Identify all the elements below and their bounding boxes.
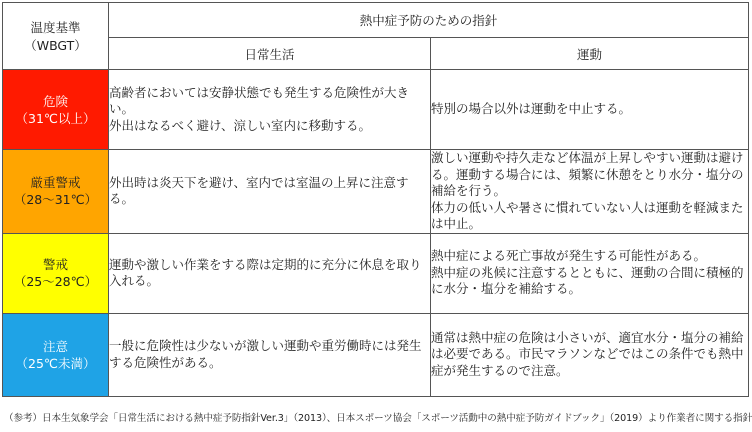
daily-danger-line2: 外出はなるべく避け、涼しい室内に移動する。 [109,117,372,133]
wbgt-header-line1: 温度基準 [30,20,81,35]
table-title: 熱中症予防のための指針 [109,3,749,38]
exercise-guideline-caution [431,313,749,396]
exercise-caution-line1: 通常は熱中症の危険は小さいが、適宜水分・塩分の補給は必要である。市民マラソンなどではこの条件でも熱中症が発生するので注意。 [431,329,744,378]
heatstroke-guideline-table [2,2,749,397]
level-severe-warning [3,150,109,234]
level-warning-label: 警戒 [42,257,68,272]
level-caution-range: （25℃未満） [15,355,96,371]
exercise-guideline-severe [431,150,749,234]
exercise-guideline-warning [431,233,749,313]
daily-guideline-warning [109,233,431,313]
table-row-danger [3,70,749,150]
level-danger-range: （31℃以上） [15,110,96,126]
level-severe-range: （28～31℃） [13,192,98,208]
daily-guideline-caution [109,313,431,396]
daily-guideline-danger [109,70,431,150]
daily-guideline-severe [109,150,431,234]
level-warning-range: （25～28℃） [13,274,98,289]
wbgt-header-line2: （WBGT） [24,38,87,53]
daily-severe-line1: 外出時は炎天下を避け、室内では室温の上昇に注意する。 [109,174,409,207]
wbgt-header [3,3,109,70]
exercise-severe-line2: 体力の低い人や暑さに慣れていない人は運動を軽減または中止。 [431,199,744,231]
level-caution-label: 注意 [42,338,68,354]
table-row-severe-warning [3,150,749,234]
daily-warning-line1: 運動や激しい作業をする際は定期的に充分に休息を取り入れる。 [109,256,422,288]
exercise-danger-text: 特別の場合以外は運動を中止する。 [431,101,632,117]
column-header-daily: 日常生活 [109,38,431,70]
exercise-guideline-danger [431,70,749,150]
level-warning [3,233,109,313]
column-header-exercise: 運動 [431,38,749,70]
level-caution [3,313,109,396]
level-severe-label: 厳重警戒 [30,175,81,191]
exercise-severe-line1: 激しい運動や持久走など体温が上昇しやすい運動は避ける。運動する場合には、頻繁に休憩をとり水分・塩分の補給を行う。 [431,150,744,198]
level-danger-label: 危険 [42,93,68,109]
exercise-warning-line1: 熱中症による死亡事故が発生する可能性がある。 [431,248,707,264]
table-row-warning [3,233,749,313]
daily-danger-line1: 高齢者においては安静状態でも発生する危険性が大きい。 [109,84,410,117]
exercise-warning-line2: 熱中症の兆候に注意するとともに、運動の合間に積極的に水分・塩分を補給する。 [431,264,744,297]
daily-caution-line1: 一般に危険性は少ないが激しい運動や重労働時には発生する危険性がある。 [109,338,422,370]
reference-footnote: （参考）日本生気象学会「日常生活における熱中症予防指針Ver.3」（2013）、日本スポーツ協会「スポーツ活動中の熱中症予防ガイドブック」（2019）より作業者に関する指針 [4,413,752,424]
level-danger [3,70,109,150]
table-row-caution [3,313,749,396]
